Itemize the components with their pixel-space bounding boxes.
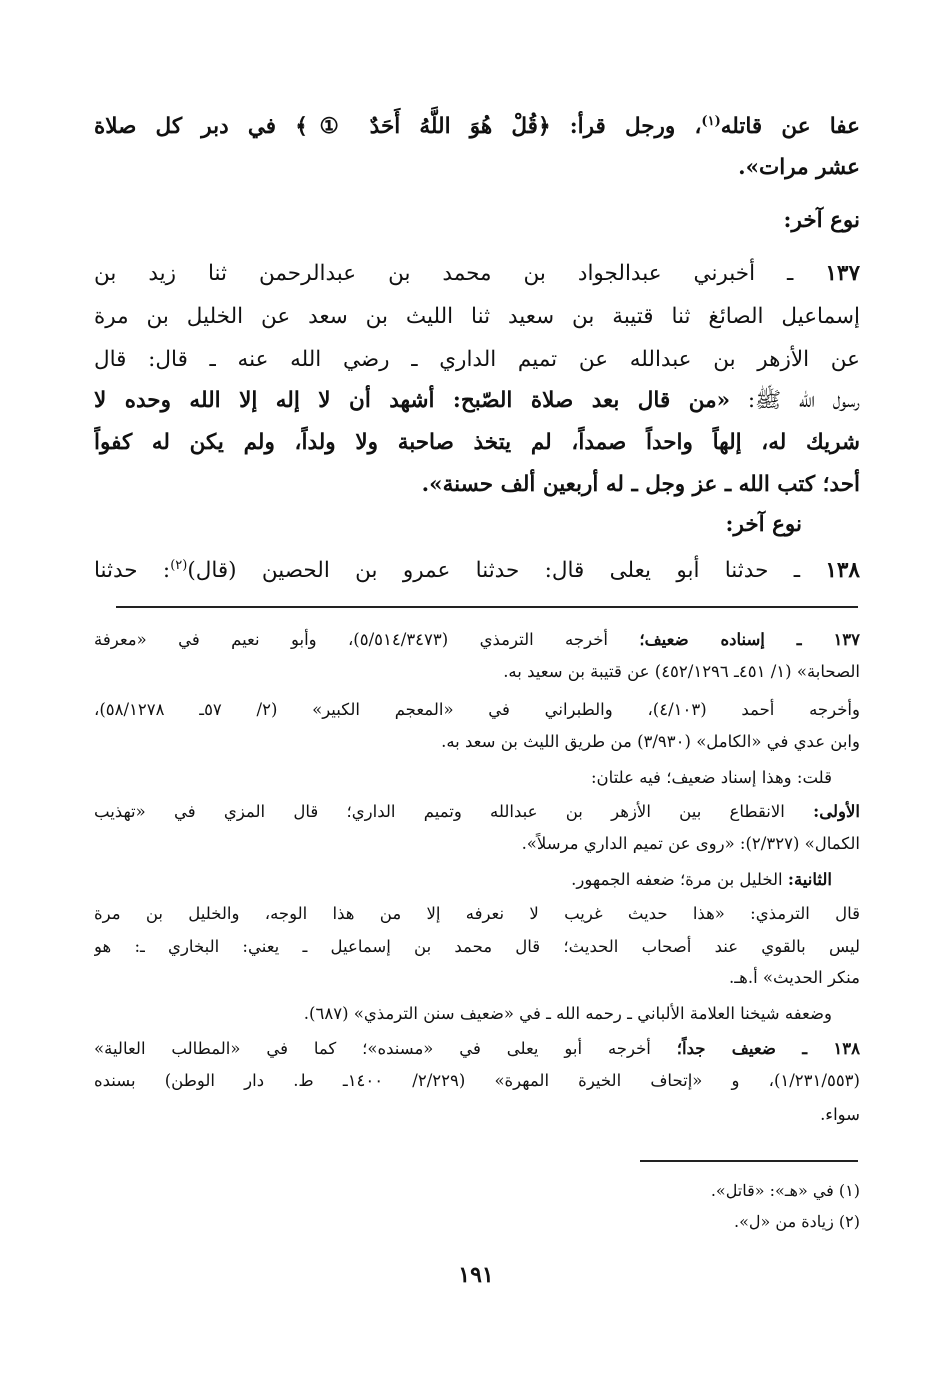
footnote-divider [116,606,858,608]
footnote-line-12: وضعفه شيخنا العلامة الألباني ـ رحمه الله ـ في «ضعيف سنن الترمذي» (٦٨٧). [303,1004,832,1023]
footnote-line-14: (١/٢٣١/٥٥٣)، و «إتحاف الخيرة المهرة» (٢/٢٢٩/ ١٤٠٠ـ ط. دار الوطن) بسنده [94,1071,860,1090]
footnote-line-7: الكمال» (٢/٣٢٧): «روى عن تميم الداري مرسلاً». [521,834,860,853]
hadith-137-line-6: أحد؛ كتب الله ـ عز وجل ـ له أربعين ألف حسنة». [421,472,860,497]
main-line-1: عفا عن قاتله$^{(١)}$، ورجل قرأ: ﴿قُلْ هُوَ اللَّهُ أَحَدٌ ①﴾ في دبر كل صلاة [94,114,860,140]
footnote-line-9: قال الترمذي: «هذا حديث غريب لا نعرفه إلا من هذا الوجه، والخليل بن مرة [94,904,860,923]
footnote-line-8: الثانية: الخليل بن مرة؛ ضعفه الجمهور. [571,870,832,889]
hadith-137-line-1: ١٣٧ ـ أخبرني عبدالجواد بن محمد بن عبدالرحمن ثنا زيد بن [94,261,860,286]
hadith-137-line-4: رسول الله ﷺ: «من قال بعد صلاة الصّبح: أشهد أن لا إله إلا الله وحده لا [94,388,860,413]
hadith-137-line-3: عن الأزهر بن عبدالله عن تميم الداري ـ رضي الله عنه ـ قال: قال [94,347,860,372]
section-heading-2: نوع آخر: [725,512,802,537]
hadith-137-line-2: إسماعيل الصائغ ثنا قتيبة بن سعيد ثنا الليث بن سعد عن الخليل بن مرة [94,304,860,329]
note-1: (١) في «هـ»: «قاتل». [710,1181,860,1200]
main-line-2: عشر مرات». [738,155,860,180]
footnote-line-6: الأولى: الانقطاع بين الأزهر بن عبدالله وتميم الداري؛ قال المزي في «تهذيب [94,802,860,821]
footnote-line-15: سواء. [820,1105,860,1124]
footnote-line-4: وابن عدي في «الكامل» (٣/٩٣٠) من طريق الليث بن سعد به. [441,732,860,751]
hadith-138-line-1: ١٣٨ ـ حدثنا أبو يعلى قال: حدثنا عمرو بن الحصين (قال)$^{(٢)}$: حدثنا [94,558,860,584]
footnote-line-11: منكر الحديث» أ.هـ. [729,968,860,987]
footnote-line-10: ليس بالقوي عند أصحاب الحديث؛ قال محمد بن إسماعيل ـ يعني: البخاري ـ: هو [94,937,860,956]
note-2: (٢) زيادة من «ل». [734,1212,860,1231]
footnote-line-1: ١٣٧ ـ إسناده ضعيف؛ أخرجه الترمذي (٥/٥١٤/٣٤٧٣)، وأبو نعيم في «معرفة [94,630,860,649]
notes-divider [640,1160,858,1162]
footnote-line-13: ١٣٨ ـ ضعيف جداً؛ أخرجه أبو يعلى في «مسنده»؛ كما في «المطالب العالية» [94,1039,860,1058]
page-number: ١٩١ [458,1262,494,1288]
footnote-line-5: قلت: وهذا إسناد ضعيف؛ فيه علتان: [591,768,832,787]
footnote-line-3: وأخرجه أحمد (٤/١٠٣)، والطبراني في «المعجم الكبير» (٢/ ٥٧ـ ٥٨/١٢٧٨)، [94,700,860,719]
footnote-line-2: الصحابة» (١/ ٤٥١ـ ٤٥٢/١٢٩٦) عن قتيبة بن سعيد به. [503,662,860,681]
section-heading-1: نوع آخر: [783,208,860,233]
hadith-137-line-5: شريك له، إلهاً واحداً صمداً، لم يتخذ صاحبة ولا ولداً، ولم يكن له كفواً [94,430,860,455]
